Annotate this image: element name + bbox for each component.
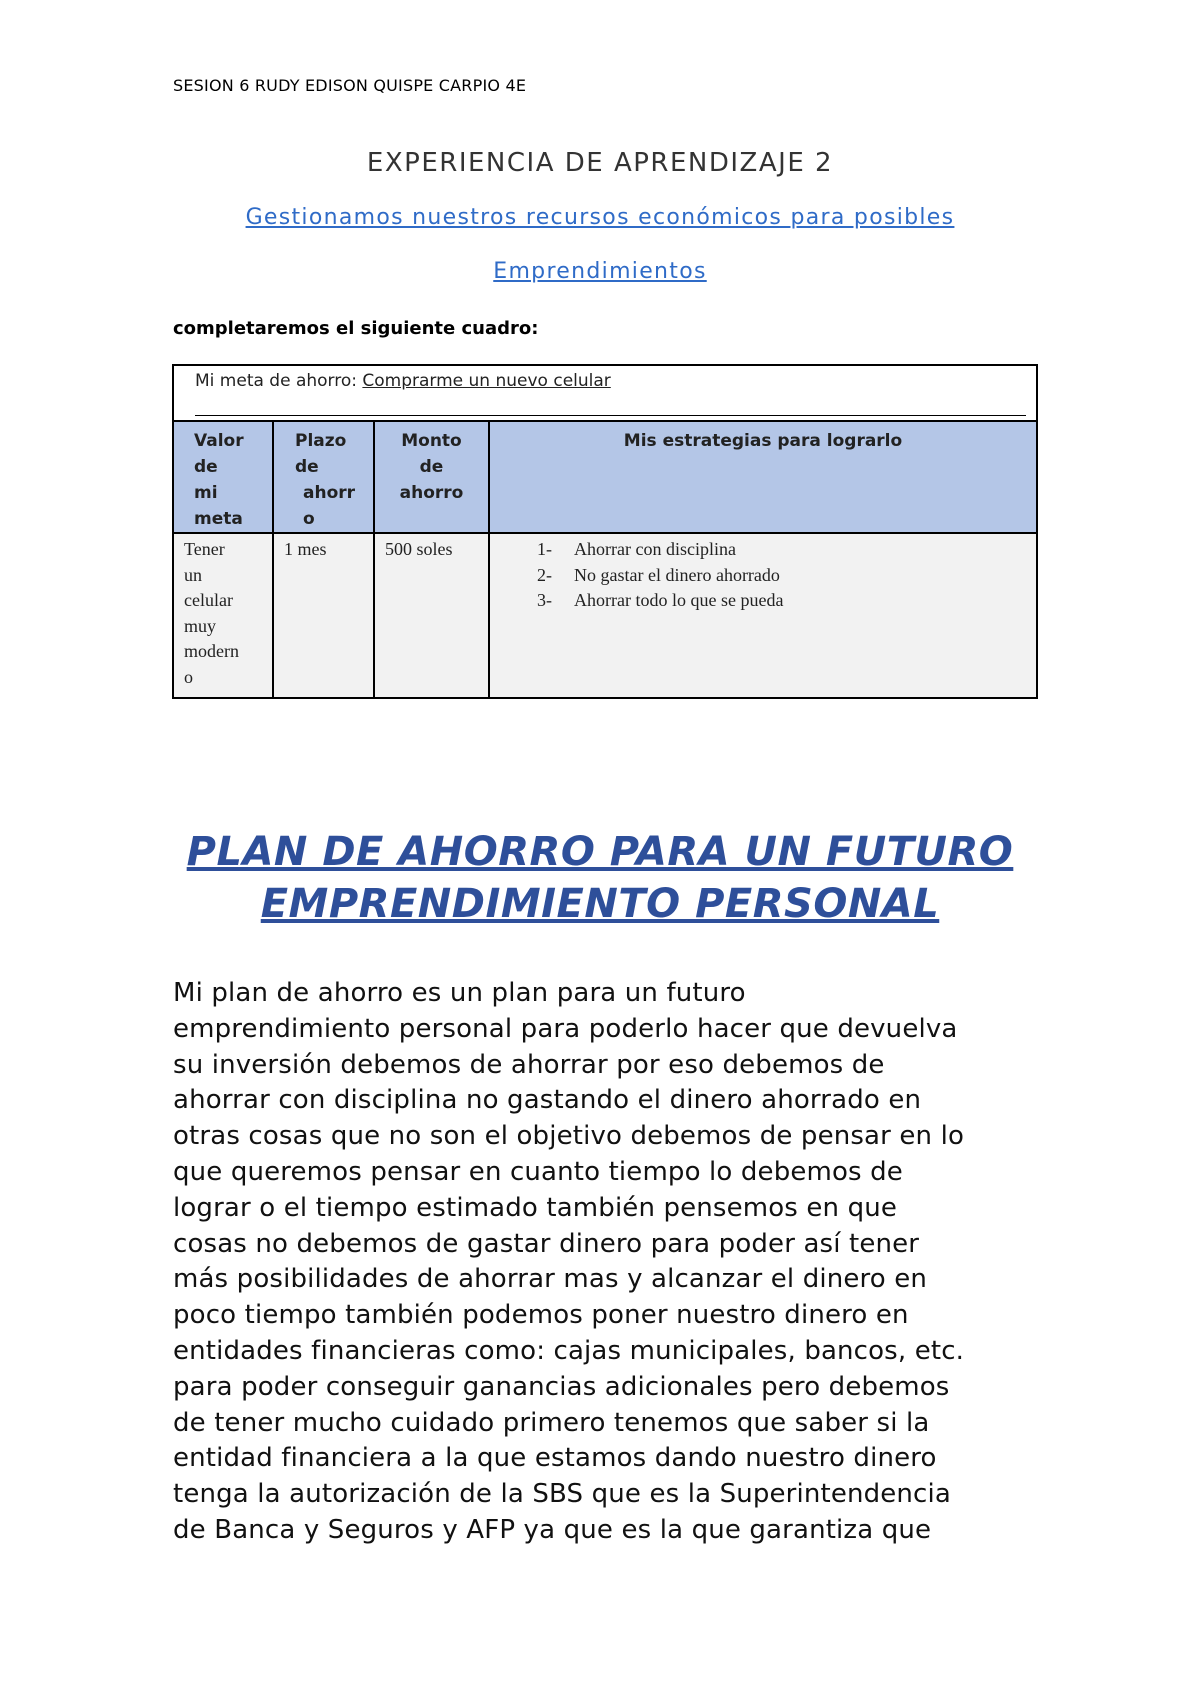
experience-title: EXPERIENCIA DE APRENDIZAJE 2 (366, 148, 834, 178)
body-line: poco tiempo también podemos poner nuestro dinero en (173, 1300, 909, 1331)
body-line: emprendimiento personal para poderlo hacer que devuelva (173, 1013, 958, 1044)
header-monto-line: de (419, 457, 444, 477)
body-line: tenga la autorización de la SBS que es la Superintendencia (173, 1479, 951, 1510)
cell-monto-value: 500 soles (385, 539, 453, 559)
header-valor (173, 421, 273, 533)
cell-valor-line: modern (184, 641, 239, 661)
plan-title-line-2: EMPRENDIMIENTO PERSONAL (260, 881, 940, 927)
strategy-number: 1- (537, 539, 552, 559)
list-item (490, 563, 1036, 589)
strategy-text: No gastar el dinero ahorrado (574, 564, 780, 585)
header-plazo-line: ahorr (303, 483, 356, 503)
meta-value: Comprarme un nuevo celular (362, 371, 611, 391)
header-valor-line: de (194, 457, 218, 477)
meta-text (195, 371, 611, 391)
header-plazo-line: o (303, 509, 315, 529)
experience-subtitle-line-1: Gestionamos nuestros recursos económicos para posibles (245, 205, 955, 230)
cell-valor-line: un (184, 564, 202, 585)
body-line: otras cosas que no son el objetivo debemos de pensar en lo (173, 1121, 964, 1152)
body-line: su inversión debemos de ahorrar por eso debemos de (173, 1049, 885, 1080)
strategy-text: Ahorrar con disciplina (574, 539, 736, 559)
list-item (490, 588, 1036, 614)
body-line: entidad financiera a la que estamos dando nuestro dinero (173, 1443, 937, 1474)
strategy-list (490, 534, 1036, 614)
meta-cell (173, 365, 1037, 421)
cell-valor (173, 533, 273, 698)
body-line: de Banca y Seguros y AFP ya que es la que garantiza que (173, 1514, 932, 1545)
body-line: lograr o el tiempo estimado también pensemos en que (173, 1192, 898, 1223)
header-valor-line: mi (194, 483, 218, 503)
header-valor-line: meta (194, 509, 243, 529)
header-monto-line: ahorro (399, 483, 464, 503)
header-plazo-line: de (295, 457, 319, 477)
cell-plazo-value: 1 mes (284, 539, 327, 559)
body-line: Mi plan de ahorro es un plan para un futuro (173, 978, 746, 1008)
cell-valor-line: celular (184, 590, 233, 610)
header-valor-line: Valor (194, 431, 244, 451)
header-monto (374, 421, 489, 533)
body-line: cosas no debemos de gastar dinero para poder así tener (173, 1228, 920, 1259)
body-line: entidades financieras como: cajas municipales, bancos, etc. (173, 1335, 965, 1366)
body-line: que queremos pensar en cuanto tiempo lo debemos de (173, 1156, 903, 1187)
header-plazo-line: Plazo (295, 431, 347, 451)
cell-valor-line: muy (184, 615, 217, 636)
cell-plazo (273, 533, 374, 698)
page-header: SESION 6 RUDY EDISON QUISPE CARPIO 4E (173, 76, 527, 95)
cell-valor-line: o (184, 666, 193, 687)
cell-valor-line: Tener (184, 539, 225, 559)
meta-row (173, 365, 1037, 421)
meta-label: Mi meta de ahorro: (195, 371, 363, 391)
savings-goal-table (172, 364, 1038, 699)
header-plazo (273, 421, 374, 533)
table-header-row (173, 421, 1037, 533)
cell-monto (374, 533, 489, 698)
intro-text: completaremos el siguiente cuadro: (173, 318, 539, 339)
body-line: para poder conseguir ganancias adicionales pero debemos (173, 1371, 950, 1402)
body-line: de tener mucho cuidado primero tenemos que saber si la (173, 1407, 930, 1438)
strategy-number: 3- (537, 590, 552, 610)
header-monto-line: Monto (401, 431, 462, 451)
meta-underline (195, 415, 1026, 416)
body-line: ahorrar con disciplina no gastando el dinero ahorrado en (173, 1085, 922, 1116)
header-estrategias-label: Mis estrategias para lograrlo (623, 431, 903, 451)
plan-title-line-1: PLAN DE AHORRO PARA UN FUTURO (186, 829, 1014, 875)
body-line: más posibilidades de ahorrar mas y alcanzar el dinero en (173, 1264, 928, 1295)
list-item (490, 537, 1036, 563)
strategy-number: 2- (537, 564, 552, 585)
plan-body (173, 976, 1053, 1549)
header-estrategias (489, 421, 1037, 533)
table-data-row (173, 533, 1037, 698)
experience-subtitle-line-2: Emprendimientos (493, 259, 707, 284)
cell-estrategias (489, 533, 1037, 698)
plan-title (0, 826, 1200, 930)
strategy-text: Ahorrar todo lo que se pueda (574, 590, 784, 610)
